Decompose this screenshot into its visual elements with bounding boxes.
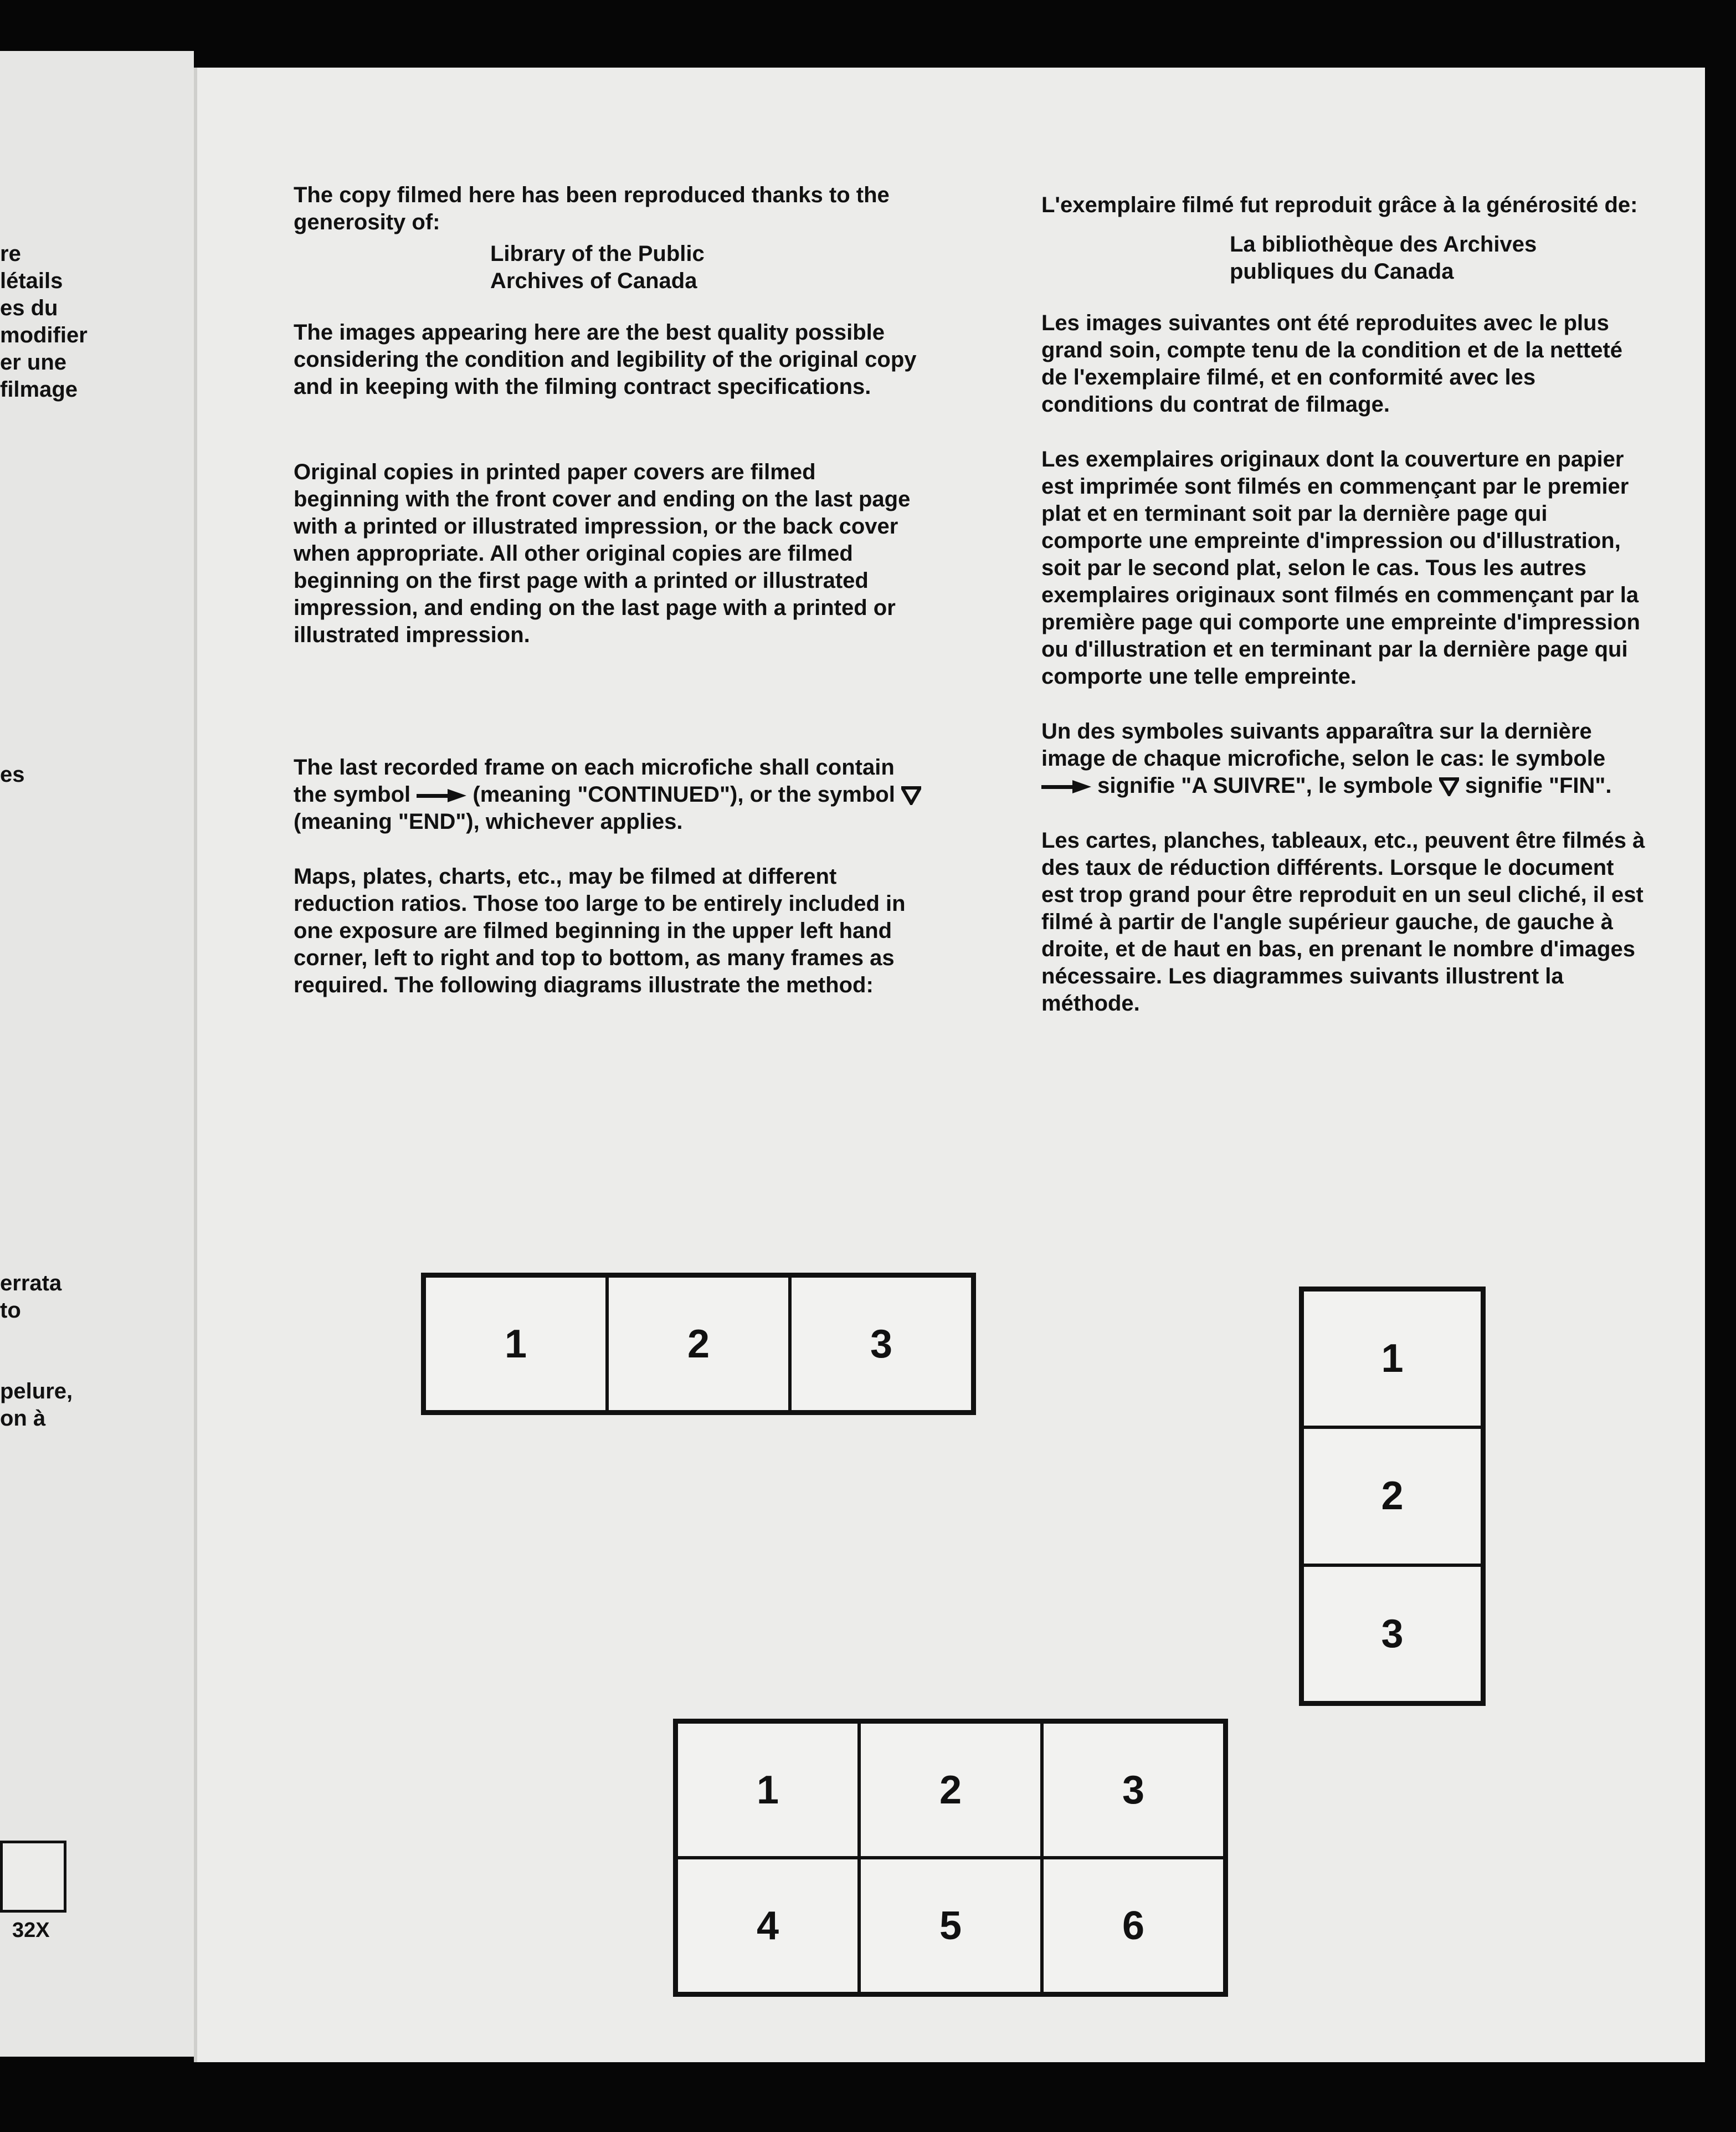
- target-page: [194, 68, 1705, 2062]
- symbols-text: (meaning "CONTINUED"), or the symbol: [472, 782, 895, 807]
- left-fragment: on à: [0, 1406, 46, 1431]
- left-fragment: létails: [0, 269, 63, 293]
- symbols-text: signifie "FIN".: [1465, 773, 1612, 798]
- diagram-cell: 6: [1042, 1858, 1225, 1993]
- thanks-intro: L'exemplaire filmé fut reproduit grâce à la générosité de:: [1041, 193, 1638, 217]
- left-fragment: re: [0, 242, 21, 266]
- symbols-paragraph: [294, 754, 925, 836]
- symbols-text: signifie "A SUIVRE", le symbole: [1097, 773, 1433, 798]
- diagram-cell: 5: [859, 1858, 1042, 1993]
- institution-line: Library of the Public: [490, 242, 705, 266]
- french-column: [1041, 192, 1651, 1017]
- symbols-text: The last recorded frame on each microfiche shall contain the symbol: [294, 755, 895, 807]
- diagram-cell: 1: [676, 1722, 859, 1858]
- reduction-label: 32X: [12, 1919, 50, 1942]
- triangle-down-icon: [1439, 777, 1459, 796]
- diagram-cell: 2: [859, 1722, 1042, 1858]
- left-fragment: er une: [0, 350, 67, 375]
- quality-paragraph: Les images suivantes ont été reproduites avec le plus grand soin, compte tenu de la condition et de la netteté de l'exemplaire filmé, et en conformité avec les conditions du contrat de filmage.: [1041, 311, 1623, 417]
- left-fragment: errata: [0, 1271, 62, 1295]
- originals-paragraph: Les exemplaires originaux dont la couverture en papier est imprimée sont filmés en commençant par le premier plat et en terminant soit par la dernière page qui comporte une empreinte d'impression ou d'illustration, soit par le second plat, selon le cas. Tous les autres exemplaires originaux sont filmés en commençant par la première page qui comporte une empreinte d'impression ou d'illustration et en terminant par la dernière page qui comporte une telle empreinte.: [1041, 447, 1640, 689]
- diagram-row: [421, 1273, 976, 1415]
- left-fragment: pelure,: [0, 1379, 73, 1403]
- triangle-down-icon: [901, 786, 921, 805]
- diagram-cell: 2: [1302, 1427, 1482, 1565]
- thanks-intro: The copy filmed here has been reproduced thanks to the generosity of:: [294, 183, 890, 234]
- institution-line: La bibliothèque des Archives: [1230, 232, 1537, 257]
- maps-paragraph: Les cartes, planches, tableaux, etc., peuvent être filmés à des taux de réduction différents. Lorsque le document est trop grand pour être reproduit en un seul cliché, il est filmé à partir de l'angle supérieur gauche, de gauche à droite, et de haut en bas, en prenant le nombre d'images nécessaire. Les diagrammes suivants illustrent la méthode.: [1041, 828, 1645, 1016]
- left-fragment: es du: [0, 296, 58, 320]
- originals-paragraph: Original copies in printed paper covers are filmed beginning with the front cover and ending on the last page with a printed or illustrated impression, or the back cover when appropriate. All other original copies are filmed beginning on the first page with a printed or illustrated impression, and ending on the last page with a printed or illustrated impression.: [294, 460, 911, 647]
- diagram-cell: 3: [1042, 1722, 1225, 1858]
- diagram-cell: 1: [424, 1276, 607, 1412]
- left-fragment: to: [0, 1298, 21, 1323]
- diagram-cell: 1: [1302, 1290, 1482, 1427]
- english-column: [294, 182, 925, 999]
- symbols-paragraph: [1041, 718, 1651, 800]
- arrow-right-icon: [417, 787, 466, 804]
- arrow-right-icon: [1041, 778, 1091, 795]
- left-fragment: modifier: [0, 323, 88, 347]
- maps-paragraph: Maps, plates, charts, etc., may be filmed at different reduction ratios. Those too large to be entirely included in one exposure are filmed beginning in the upper left hand corner, left to right and top to bottom, as many frames as required. The following diagrams illustrate the method:: [294, 864, 906, 997]
- symbols-text: (meaning "END"), whichever applies.: [294, 809, 683, 834]
- institution-line: Archives of Canada: [490, 269, 697, 293]
- reduction-box: [0, 1841, 66, 1913]
- institution-line: publiques du Canada: [1230, 259, 1454, 284]
- left-fragment: es: [0, 762, 25, 787]
- diagram-cell: 4: [676, 1858, 859, 1993]
- symbols-text: Un des symboles suivants apparaîtra sur la dernière image de chaque microfiche, selon le cas: le symbole: [1041, 719, 1606, 771]
- diagram-column: [1299, 1287, 1486, 1706]
- diagram-cell: 3: [1302, 1565, 1482, 1703]
- left-adjacent-page: [0, 51, 194, 2057]
- diagram-cell: 3: [790, 1276, 973, 1412]
- left-fragment: filmage: [0, 377, 78, 402]
- quality-paragraph: The images appearing here are the best quality possible considering the condition and legibility of the original copy and in keeping with the filming contract specifications.: [294, 320, 917, 399]
- diagram-cell: 2: [607, 1276, 790, 1412]
- diagram-grid: [673, 1719, 1228, 1997]
